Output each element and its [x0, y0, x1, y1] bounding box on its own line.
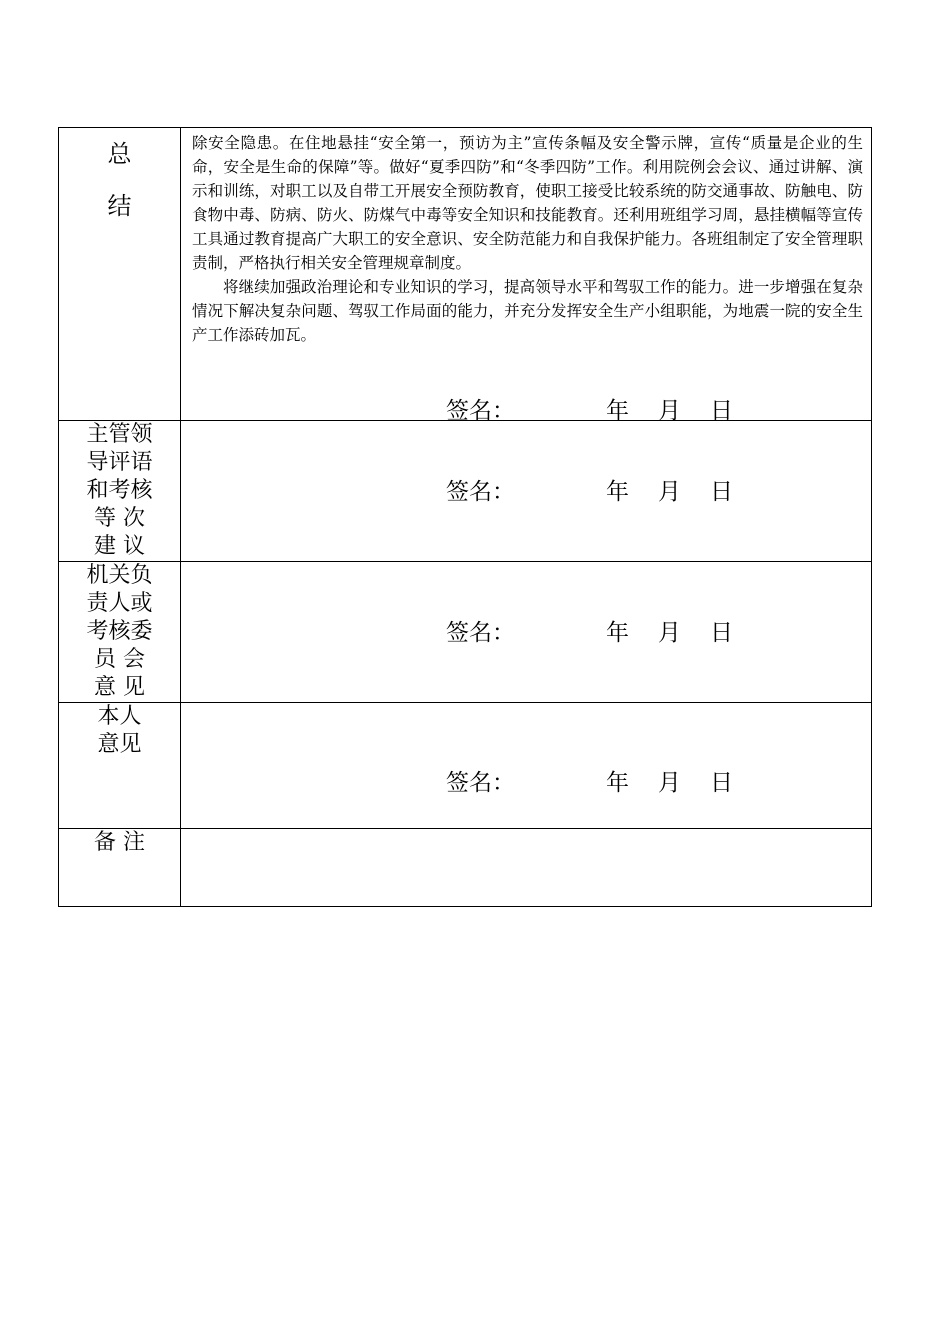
- day-label: 日: [710, 398, 733, 424]
- supervisor-label-line-3: 和考核: [86, 478, 153, 503]
- signature-date: [606, 764, 733, 797]
- summary-label-line-2: 结: [107, 192, 132, 220]
- self-opinion-row: [59, 703, 872, 829]
- month-label: 月: [658, 770, 681, 796]
- day-label: 日: [710, 479, 733, 505]
- signature-label: 签名：: [446, 398, 515, 424]
- day-label: 日: [710, 770, 733, 796]
- committee-label-cell: [59, 562, 181, 703]
- signature-label: 签名：: [446, 770, 515, 796]
- supervisor-row: [59, 421, 872, 562]
- supervisor-label-line-1: 主管领: [86, 422, 153, 447]
- signature-date: [606, 473, 733, 506]
- month-label: 月: [658, 398, 681, 424]
- committee-label-line-5: 意 见: [94, 675, 145, 700]
- year-label: 年: [606, 770, 629, 796]
- summary-paragraph-2: 将继续加强政治理论和专业知识的学习，提高领导水平和驾驭工作的能力。进一步增强在复杂情况下解决复杂问题、驾驭工作局面的能力，并充分发挥安全生产小组职能，为地震一院的安全生产工作添砖加瓦。: [192, 278, 863, 344]
- committee-row: [59, 562, 872, 703]
- summary-label-line-1: 总: [107, 140, 132, 168]
- signature-label: 签名：: [446, 620, 515, 646]
- supervisor-label-cell: [59, 421, 181, 562]
- self-opinion-label-cell: [59, 703, 181, 829]
- summary-row: [59, 128, 872, 421]
- year-label: 年: [606, 479, 629, 505]
- remarks-row: [59, 829, 872, 907]
- remarks-label: 备 注: [94, 830, 145, 855]
- day-label: 日: [710, 620, 733, 646]
- summary-label-cell: [59, 128, 181, 421]
- committee-label-line-3: 考核委: [86, 619, 153, 644]
- remarks-label-cell: [59, 829, 181, 907]
- supervisor-label-line-5: 建 议: [94, 534, 145, 559]
- year-label: 年: [606, 398, 629, 424]
- self-opinion-content-cell[interactable]: [181, 703, 872, 829]
- committee-content-cell[interactable]: [181, 562, 872, 703]
- supervisor-label-line-2: 导评语: [86, 450, 153, 475]
- summary-text: [181, 128, 871, 347]
- summary-paragraph-1: 除安全隐患。在住地悬挂“安全第一，预访为主”宣传条幅及安全警示牌，宣传“质量是企业的生命，安全是生命的保障”等。做好“夏季四防”和“冬季四防”工作。利用院例会会议、通过讲解、演示和训练，对职工以及自带工开展安全预防教育，使职工接受比较系统的防交通事故、防触电、防食物中毒、防病、防火、防煤气中毒等安全知识和技能教育。还利用班组学习周，悬挂横幅等宣传工具通过教育提高广大职工的安全意识、安全防范能力和自我保护能力。各班组制定了安全管理职责制，严格执行相关安全管理规章制度。: [192, 134, 863, 272]
- self-opinion-label-line-1: 本人: [97, 704, 142, 729]
- supervisor-content-cell[interactable]: [181, 421, 872, 562]
- signature-label: 签名：: [446, 479, 515, 505]
- signature-date: [606, 614, 733, 647]
- committee-label-line-1: 机关负: [86, 563, 153, 588]
- committee-label-line-2: 责人或: [86, 591, 153, 616]
- evaluation-form-table: [58, 127, 872, 907]
- remarks-content-cell[interactable]: [181, 829, 872, 907]
- committee-label-line-4: 员 会: [94, 647, 145, 672]
- summary-content-cell: [181, 128, 872, 424]
- year-label: 年: [606, 620, 629, 646]
- self-opinion-label-line-2: 意见: [97, 732, 142, 757]
- month-label: 月: [658, 620, 681, 646]
- month-label: 月: [658, 479, 681, 505]
- supervisor-label-line-4: 等 次: [94, 506, 145, 531]
